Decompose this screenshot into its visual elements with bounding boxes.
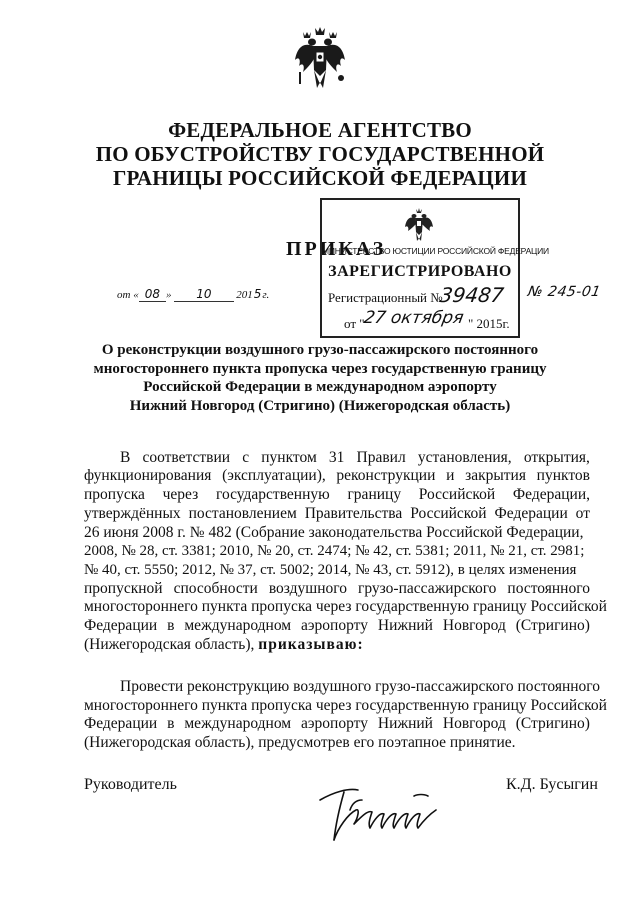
paragraph2-line1: Провести реконструкцию воздушного грузо-пассажирского постоянного: [120, 678, 601, 695]
agency-title-line: ПО ОБУСТРОЙСТВУ ГОСУДАРСТВЕННОЙ: [95, 142, 545, 166]
paragraph1-line3: [84, 486, 590, 505]
stamp-registered: ЗАРЕГИСТРИРОВАНО: [328, 263, 512, 280]
word: постоянного: [507, 580, 590, 597]
word: постановлением: [188, 505, 297, 522]
paragraph1-line2: [84, 467, 590, 486]
word: (Стригино): [515, 715, 590, 732]
stamp-ministry: МИНИСТЕРСТВО ЮСТИЦИИ РОССИЙСКОЙ ФЕДЕРАЦИИ: [322, 246, 549, 256]
date-day: 08: [139, 288, 166, 302]
word: с: [242, 449, 250, 466]
word: способности: [173, 580, 258, 597]
word: (Стригино): [515, 617, 590, 634]
paragraph1-line1: [120, 449, 590, 468]
signatory-role: Руководитель: [84, 776, 177, 793]
word: Новгород: [442, 715, 506, 732]
word: Федерации: [494, 505, 568, 522]
word: пунктов: [536, 467, 590, 484]
order-heading: ПРИКАЗ: [286, 238, 387, 260]
word: международном: [184, 715, 292, 732]
word: в: [167, 715, 175, 732]
subject-line: многостороннего пункта пропуска через государственную границу: [93, 360, 547, 377]
coat-of-arms-emblem: [293, 26, 347, 92]
paragraph1-line6: 2008, № 28, ст. 3381; 2010, № 20, ст. 2474; № 42, ст. 5381; 2011, № 21, ст. 2981;: [84, 543, 585, 559]
word: Федерации: [84, 715, 158, 732]
stamp-regdate-label: от ": [344, 316, 365, 331]
word: реконструкции: [336, 467, 436, 484]
word: воздушного: [268, 580, 347, 597]
word: через: [162, 486, 199, 503]
paragraph1-line8: [84, 580, 590, 599]
order-subject: [80, 341, 560, 415]
agency-title: [0, 118, 640, 190]
stamp-emblem-icon: [404, 208, 434, 242]
paragraph1-line5: 26 июня 2008 г. № 482 (Собрание законодательства Российской Федерации,: [84, 524, 584, 541]
agency-title-line: ГРАНИЦЫ РОССИЙСКОЙ ФЕДЕРАЦИИ: [112, 166, 528, 190]
word: В: [120, 449, 131, 466]
stamp-regnum-value: 39487: [438, 283, 506, 307]
word: аэропорту: [301, 617, 368, 634]
word: Федерации,: [512, 486, 590, 503]
word: государственную: [215, 486, 330, 503]
word: Российской: [410, 505, 487, 522]
word: закрытия: [465, 467, 526, 484]
handwritten-order-number: № 245-01: [526, 284, 603, 300]
word: Правил: [356, 449, 406, 466]
word: Российской: [418, 486, 496, 503]
handwritten-signature: [314, 770, 454, 850]
date-mid: »: [165, 289, 172, 301]
word: пунктом: [261, 449, 317, 466]
word: 31: [328, 449, 345, 466]
word: установления,: [417, 449, 512, 466]
word: пропуска: [84, 486, 145, 503]
registration-stamp: [320, 198, 549, 338]
paragraph2-line2: многостороннего пункта пропуска через государственную границу Российской: [84, 697, 607, 714]
word: Нижний: [377, 715, 433, 732]
order-date: [117, 288, 269, 302]
word: в: [167, 617, 175, 634]
stamp-regnum-label: Регистрационный №: [328, 290, 443, 305]
word: границу: [347, 486, 402, 503]
paragraph2-line3: [84, 715, 590, 734]
paragraph1-line7: № 40, ст. 5550; 2012, № 37, ст. 5002; 2014, № 43, ст. 5912), в целях изменения: [84, 562, 577, 578]
word: соответствии: [142, 449, 231, 466]
paragraph1-line4: [84, 505, 590, 524]
date-suffix: г.: [262, 289, 270, 301]
date-year-digit: 5: [253, 287, 262, 301]
word: грузо-пассажирского: [357, 580, 497, 597]
signatory-name: К.Д. Бусыгин: [506, 776, 598, 793]
word: Нижний: [377, 617, 433, 634]
word: функционирования: [84, 467, 212, 484]
date-month: 10: [174, 288, 233, 302]
word: и: [446, 467, 455, 484]
order-verb: приказываю:: [258, 636, 364, 653]
word: Правительства: [304, 505, 403, 522]
word: открытия,: [523, 449, 590, 466]
paragraph1-line11-text: (Нижегородская область),: [84, 636, 259, 653]
agency-title-line: ФЕДЕРАЛЬНОЕ АГЕНТСТВО: [168, 118, 472, 142]
paragraph1-line9: многостороннего пункта пропуска через государственную границу Российской: [84, 598, 607, 615]
stamp-regdate-value: 27 октября: [362, 308, 466, 328]
stamp-regdate-year: " 2015г.: [468, 316, 510, 331]
paragraph1-line10: [84, 617, 590, 636]
subject-line: Российской Федерации в международном аэропорту: [143, 379, 497, 395]
word: Новгород: [442, 617, 506, 634]
word: аэропорту: [301, 715, 368, 732]
paragraph1-line11: [84, 636, 590, 655]
subject-line: Нижний Новгород (Стригино) (Нижегородская область): [129, 397, 511, 414]
word: (эксплуатации),: [222, 467, 326, 484]
subject-line: О реконструкции воздушного грузо-пассажирского постоянного: [101, 342, 539, 358]
date-prefix: от «: [117, 289, 139, 301]
word: Федерации: [84, 617, 158, 634]
word: утверждённых: [84, 505, 181, 522]
date-year-prefix: 201: [236, 289, 253, 301]
word: пропускной: [84, 580, 163, 597]
word: международном: [184, 617, 292, 634]
paragraph2-line4: (Нижегородская область), предусмотрев его поэтапное принятие.: [84, 734, 516, 751]
word: от: [575, 505, 590, 522]
